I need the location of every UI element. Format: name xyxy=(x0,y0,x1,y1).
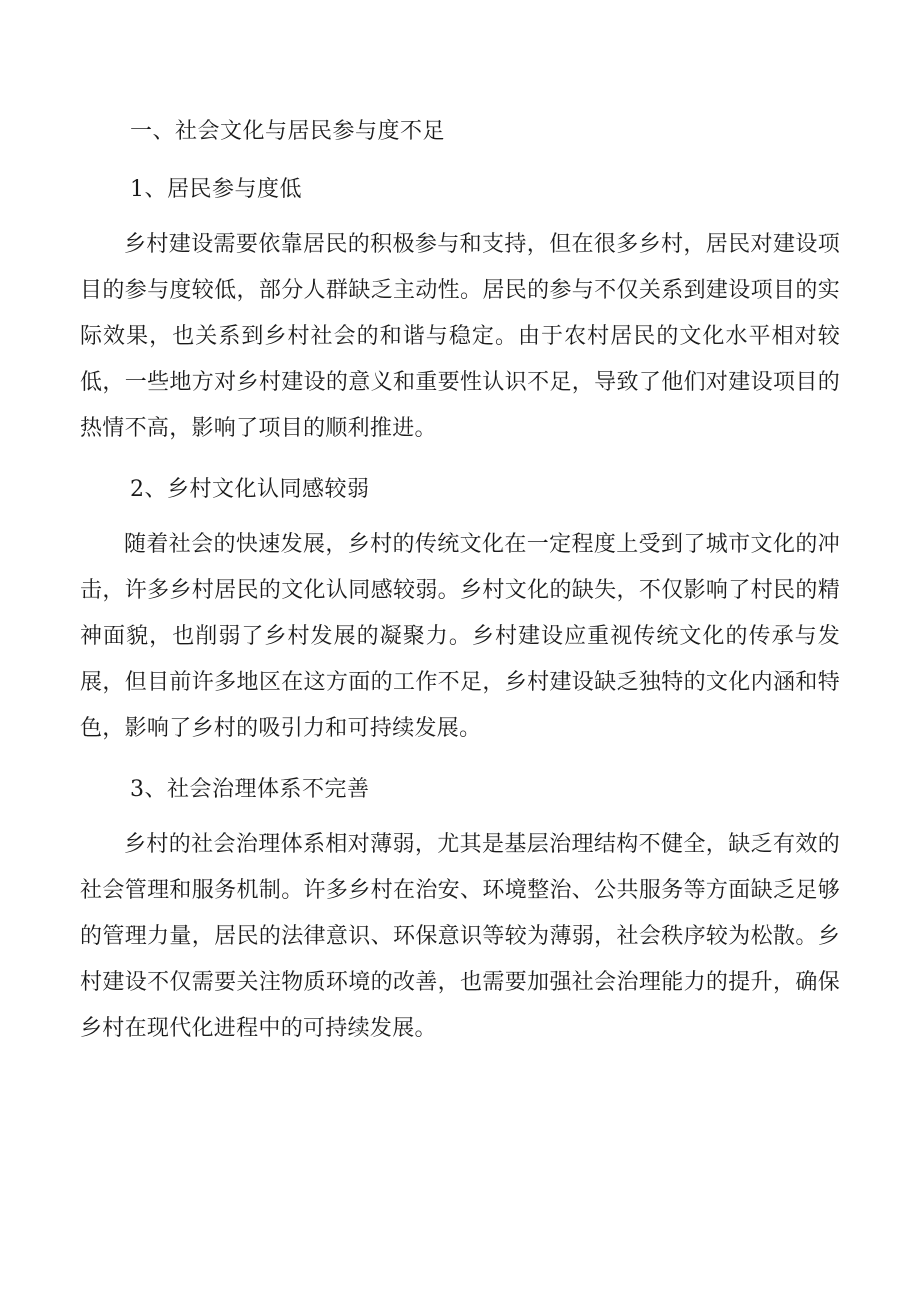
subsection-body-1: 乡村建设需要依靠居民的积极参与和支持，但在很多乡村，居民对建设项目的参与度较低，部分人群缺乏主动性。居民的参与不仅关系到建设项目的实际效果，也关系到乡村社会的和谐与稳定。由于农村居民的文化水平相对较低，一些地方对乡村建设的意义和重要性认识不足，导致了他们对建设项目的热情不高，影响了项目的顺利推进。 xyxy=(80,232,840,441)
section-title: 一、社会文化与居民参与度不足 xyxy=(130,119,446,144)
subsection-title-3: 3、社会治理体系不完善 xyxy=(130,777,370,802)
subsection-body-3: 乡村的社会治理体系相对薄弱，尤其是基层治理结构不健全，缺乏有效的社会管理和服务机制。许多乡村在治安、环境整治、公共服务等方面缺乏足够的管理力量，居民的法律意识、环保意识等较为薄弱，社会秩序较为松散。乡村建设不仅需要关注物质环境的改善，也需要加强社会治理能力的提升，确保乡村在现代化进程中的可持续发展。 xyxy=(80,832,840,1041)
subsection-body-2: 随着社会的快速发展，乡村的传统文化在一定程度上受到了城市文化的冲击，许多乡村居民的文化认同感较弱。乡村文化的缺失，不仅影响了村民的精神面貌，也削弱了乡村发展的凝聚力。乡村建设应重视传统文化的传承与发展，但目前许多地区在这方面的工作不足，乡村建设缺乏独特的文化内涵和特色，影响了乡村的吸引力和可持续发展。 xyxy=(80,532,840,741)
subsection-title-2: 2、乡村文化认同感较弱 xyxy=(130,477,370,502)
subsection-title-1: 1、居民参与度低 xyxy=(130,177,302,202)
document-content xyxy=(80,106,840,1064)
